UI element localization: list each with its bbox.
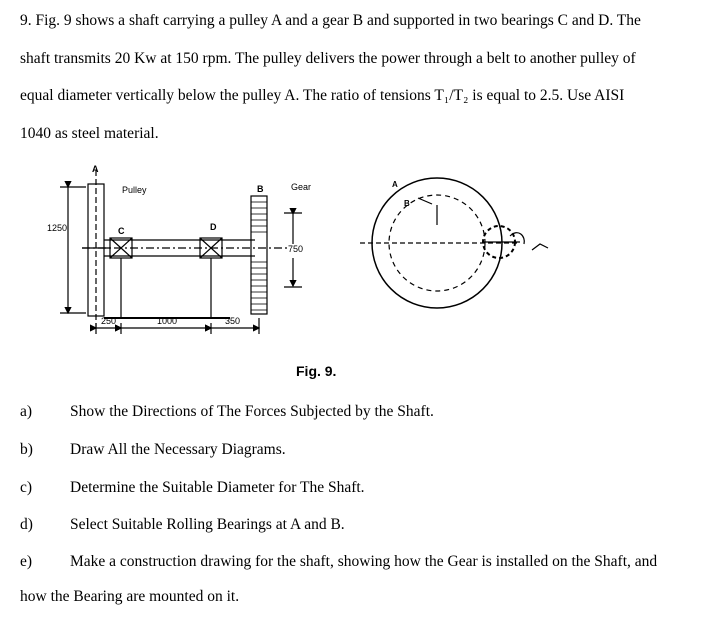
side-label-b: B <box>404 199 410 208</box>
label-1000: 1000 <box>157 316 178 326</box>
question-text: Determine the Suitable Diameter for The Shaft. <box>70 479 365 496</box>
side-view <box>360 178 548 308</box>
label-b: B <box>257 184 264 194</box>
question-text: Select Suitable Rolling Bearings at A and B. <box>70 516 345 533</box>
figure-caption: Fig. 9. <box>296 363 337 379</box>
question-text: Draw All the Necessary Diagrams. <box>70 441 286 458</box>
label-250: 250 <box>101 316 117 326</box>
label-d: D <box>210 222 217 232</box>
rotation-arrow-head <box>532 244 548 250</box>
label-a: A <box>92 164 99 174</box>
question-label: b) <box>20 441 33 458</box>
front-view <box>60 170 302 334</box>
question-text: Make a construction drawing for the shaft, showing how the Gear is installed on the Shaft, and <box>70 553 658 570</box>
question-label: e) <box>20 553 33 570</box>
side-label-a: A <box>392 180 398 189</box>
problem-line-1: 9. Fig. 9 shows a shaft carrying a pulley A and a gear B and supported in two bearings C and D. The <box>20 12 641 29</box>
problem-statement <box>20 2 710 152</box>
side-leader-b <box>418 198 432 204</box>
question-label: a) <box>20 403 33 420</box>
problem-line-4: 1040 as steel material. <box>20 124 159 142</box>
label-c: C <box>118 226 125 236</box>
question-label: d) <box>20 516 33 533</box>
problem-line-3: equal diameter vertically below the pulley A. The ratio of tensions T₁/T₂ is equal to 2.5. Use AISI <box>20 87 625 104</box>
label-350: 350 <box>225 316 241 326</box>
label-1250: 1250 <box>47 223 68 233</box>
question-label: c) <box>20 479 33 496</box>
question-e-continuation: how the Bearing are mounted on it. <box>20 588 240 605</box>
label-750: 750 <box>288 244 304 254</box>
question-text: Show the Directions of The Forces Subjected by the Shaft. <box>70 403 434 420</box>
label-pulley: Pulley <box>122 185 147 195</box>
front-view-labels <box>47 164 311 326</box>
shaft-figure <box>0 150 724 390</box>
label-gear: Gear <box>291 182 312 192</box>
problem-line-2: shaft transmits 20 Kw at 150 rpm. The pulley delivers the power through a belt to another pulley of <box>20 49 636 67</box>
